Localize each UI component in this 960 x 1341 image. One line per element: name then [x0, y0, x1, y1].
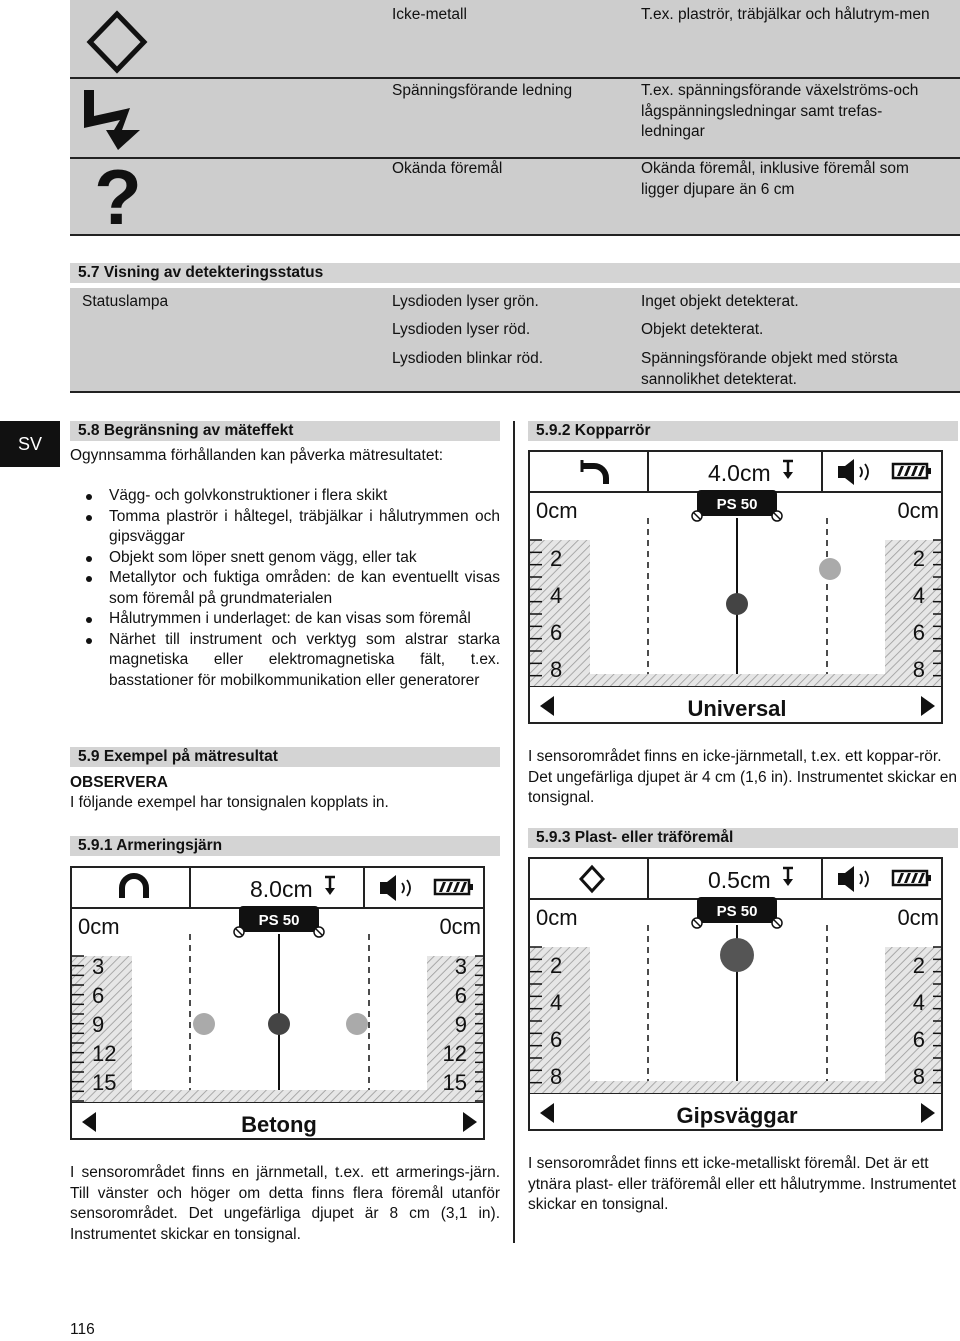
legend-desc-live-wire: T.ex. spänningsförande växelströms-och lågspänningsledningar samt trefas-ledningar	[641, 82, 919, 140]
status-meaning-red: Objekt detekterat.	[641, 321, 764, 338]
page-number: 116	[70, 1321, 95, 1338]
depth-readout: 0.5cm	[708, 867, 771, 893]
example-3-caption: I sensorområdet finns ett icke-metalliskt föremål. Det är ett ytnära plast- eller träföremål eller ett hålutrymme. Instrumentet skickar en tonsignal.	[528, 1155, 957, 1213]
detected-object	[346, 1013, 368, 1035]
legend-desc-unknown: Okända föremål, inklusive föremål som ligger djupare än 6 cm	[641, 160, 909, 198]
scale-left-label: 4	[550, 990, 563, 1015]
list-item: Tomma plaströr i håltegel, träbjälkar i hålutrymmen och gipsväggar	[72, 507, 500, 548]
mode-label: Gipsväggar	[676, 1103, 798, 1128]
section-5-9-heading: 5.9 Exempel på mätresultat	[70, 747, 500, 767]
status-meaning-green: Inget objekt detekterat.	[641, 293, 799, 310]
scale-right-label: 3	[454, 954, 467, 979]
example-1-caption: I sensorområdet finns en järnmetall, t.ex. ett armerings-järn. Till vänster och höger om detta finns flera föremål utanför sensorområdet. Det ungefärliga djupet är 8 cm (3,1 in). Instrumentet skickar en tonsignal.	[70, 1164, 500, 1243]
column-divider	[513, 421, 515, 1243]
model-label: PS 50	[716, 903, 758, 920]
scale-left-label: 4	[550, 583, 563, 608]
scale-right-label: 8	[912, 1064, 925, 1089]
scale-right-label: 6	[912, 1027, 925, 1052]
example-3-heading: 5.9.3 Plast- eller träföremål	[528, 828, 958, 848]
scroll-right-icon	[921, 696, 935, 716]
language-tab-label: SV	[17, 434, 42, 454]
scale-right-label: 12	[442, 1041, 467, 1066]
scale-right-label: 6	[454, 983, 467, 1008]
scale-right-label: 4	[912, 990, 925, 1015]
scale-left-label: 6	[550, 620, 563, 645]
status-state-green: Lysdioden lyser grön.	[392, 293, 539, 310]
scale-left-label: 12	[92, 1041, 117, 1066]
legend-name-unknown: Okända föremål	[392, 160, 503, 177]
detected-object	[726, 593, 748, 615]
depth-limit-zone	[530, 1081, 943, 1093]
scroll-left-icon	[540, 1103, 554, 1123]
display-plastic-wood	[528, 857, 943, 1131]
speaker-icon	[838, 866, 868, 892]
note-text: I följande exempel har tonsignalen kopplats in.	[70, 794, 389, 811]
list-item: Närhet till instrument och verktyg som alstrar starka magnetiska eller elektromagnetiska fält, t.ex. basstationer för mobilkommunikation eller generatorer	[72, 630, 500, 692]
scroll-right-icon	[463, 1112, 477, 1132]
scale-right-label: 8	[912, 657, 925, 682]
magnet-icon	[122, 876, 146, 898]
legend-name-nonmetal: Icke-metall	[392, 6, 467, 23]
limitations-list	[72, 486, 500, 691]
legend-name-live-wire: Spänningsförande ledning	[392, 82, 573, 99]
list-item: Metallytor och fuktiga områden: de kan eventuellt visas som föremål på grundmaterialen	[72, 568, 500, 609]
diamond-icon	[581, 867, 603, 891]
detected-object	[819, 558, 841, 580]
scale-right-label: 2	[912, 953, 925, 978]
scale-left-label: 3	[92, 954, 105, 979]
depth-limit-zone	[72, 1090, 485, 1102]
pipe-icon	[582, 466, 606, 484]
scale-left-label: 2	[550, 953, 563, 978]
zero-right-label: 0cm	[439, 914, 481, 939]
detected-object	[268, 1013, 290, 1035]
detected-object	[720, 938, 754, 972]
diamond-icon	[86, 10, 148, 74]
zero-left-label: 0cm	[536, 498, 578, 523]
status-state-blink: Lysdioden blinkar röd.	[392, 350, 544, 367]
zero-right-label: 0cm	[897, 498, 939, 523]
battery-icon	[893, 871, 931, 885]
mode-label: Betong	[241, 1112, 317, 1137]
depth-readout: 4.0cm	[708, 460, 771, 486]
depth-readout: 8.0cm	[250, 876, 313, 902]
scale-left-label: 2	[550, 546, 563, 571]
scale-left-label: 9	[92, 1012, 105, 1037]
section-5-8-heading: 5.8 Begränsning av mäteffekt	[70, 421, 500, 441]
display-copper-pipe	[528, 450, 943, 724]
scroll-left-icon	[540, 696, 554, 716]
example-1-heading: 5.9.1 Armeringsjärn	[70, 836, 500, 856]
scale-left-label: 15	[92, 1070, 117, 1095]
svg-text:?: ?	[94, 164, 142, 230]
list-item: Vägg- och golvkonstruktioner i flera skikt	[72, 486, 500, 507]
scale-left-label: 8	[550, 1064, 563, 1089]
note-title: OBSERVERA	[70, 774, 168, 791]
scroll-right-icon	[921, 1103, 935, 1123]
list-item: Objekt som löper snett genom vägg, eller tak	[72, 548, 500, 569]
detected-object	[193, 1013, 215, 1035]
lightning-icon	[80, 86, 150, 152]
zero-left-label: 0cm	[536, 905, 578, 930]
status-state-red: Lysdioden lyser röd.	[392, 321, 531, 338]
example-2-heading: 5.9.2 Kopparrör	[528, 421, 958, 441]
scale-left-label: 6	[92, 983, 105, 1008]
scale-right-label: 9	[454, 1012, 467, 1037]
example-2-caption: I sensorområdet finns en icke-järnmetall, t.ex. ett koppar-rör. Det ungefärliga djupet är 4 cm (1,6 in). Instrumentet skickar en tonsignal.	[528, 748, 958, 806]
model-label: PS 50	[716, 496, 758, 513]
speaker-icon	[838, 459, 868, 485]
battery-icon	[435, 880, 473, 894]
language-tab	[0, 421, 60, 467]
depth-limit-zone	[530, 674, 943, 686]
zero-left-label: 0cm	[78, 914, 120, 939]
speaker-icon	[380, 875, 410, 901]
scale-left-label: 8	[550, 657, 563, 682]
mode-label: Universal	[687, 696, 787, 721]
zero-right-label: 0cm	[897, 905, 939, 930]
section-5-7-heading: 5.7 Visning av detekteringsstatus	[70, 263, 960, 283]
section-5-8-intro: Ogynnsamma förhållanden kan påverka mätresultatet:	[70, 447, 444, 464]
status-meaning-blink: Spänningsförande objekt med största sannolikhet detekterat.	[641, 350, 898, 388]
list-item: Hålutrymmen i underlaget: de kan visas som föremål	[72, 609, 500, 630]
scale-right-label: 6	[912, 620, 925, 645]
display-rebar	[70, 866, 485, 1140]
question-icon	[88, 164, 148, 230]
status-label: Statuslampa	[82, 293, 169, 310]
scale-right-label: 2	[912, 546, 925, 571]
scale-left-label: 6	[550, 1027, 563, 1052]
battery-icon	[893, 464, 931, 478]
scroll-left-icon	[82, 1112, 96, 1132]
scale-right-label: 4	[912, 583, 925, 608]
model-label: PS 50	[258, 912, 300, 929]
scale-right-label: 15	[442, 1070, 467, 1095]
legend-desc-nonmetal: T.ex. plaströr, träbjälkar och hålutrym-men	[641, 6, 930, 23]
